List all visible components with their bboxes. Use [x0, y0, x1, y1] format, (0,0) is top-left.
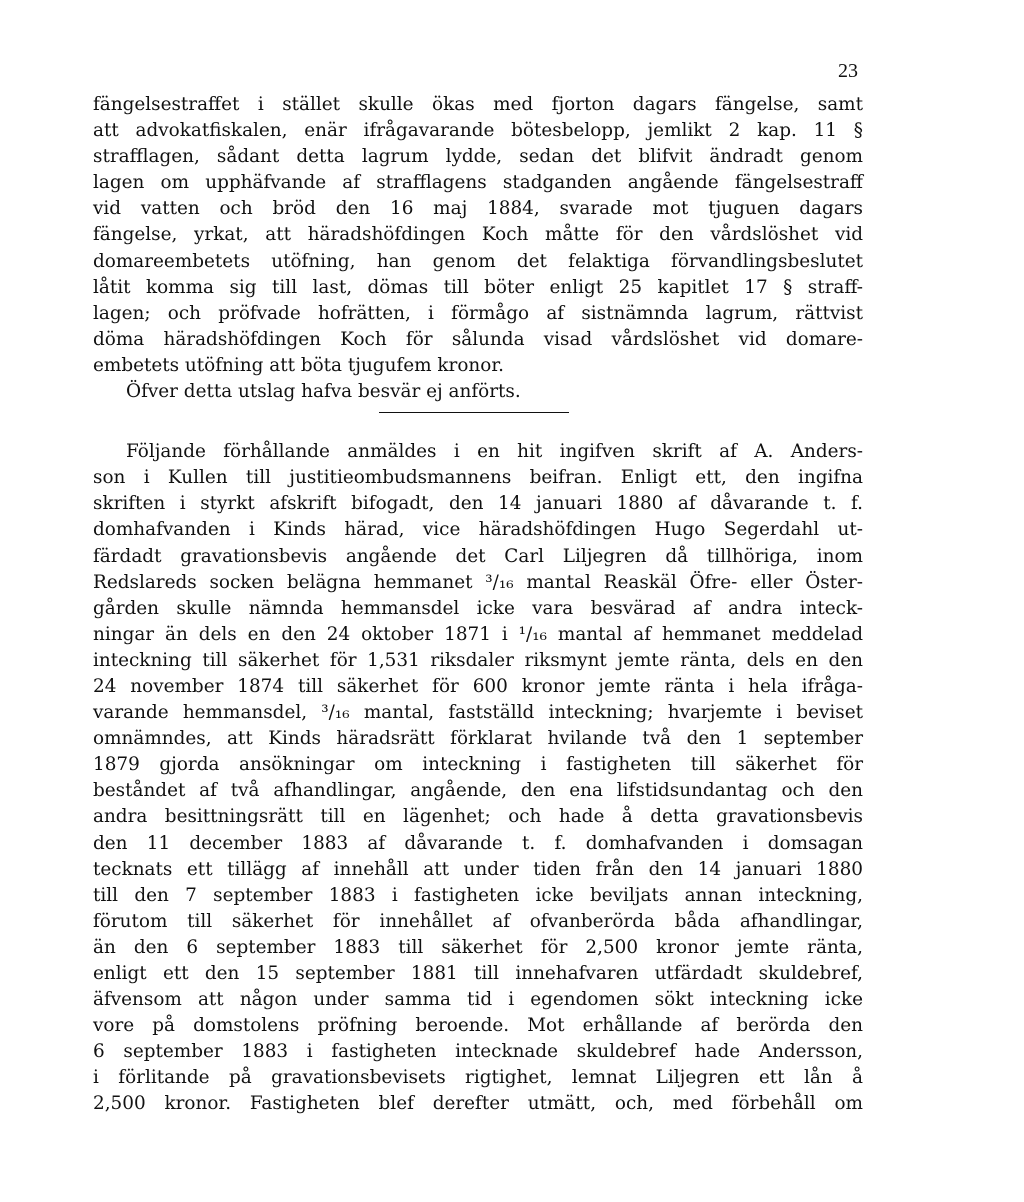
- text-line: gården skulle nämnda hemmansdel icke vara besvärad af andra inteck-: [93, 597, 863, 619]
- text-line: döma häradshöfdingen Koch för sålunda visad vårdslöshet vid domare-: [93, 328, 863, 350]
- page-number: 23: [838, 60, 858, 82]
- text-line: fängelse, yrkat, att häradshöfdingen Koch måtte för den vårdslöshet vid: [93, 224, 863, 246]
- text-line: lagen; och pröfvade hofrätten, i förmågo af sistnämnda lagrum, rättvist: [93, 302, 863, 324]
- text-line: tecknats ett tillägg af innehåll att under tiden från den 14 januari 1880: [93, 858, 863, 880]
- body-text: [93, 92, 863, 1118]
- text-line: 6 september 1883 i fastigheten intecknade skuldebref hade Andersson,: [93, 1041, 863, 1063]
- text-line: son i Kullen till justitieombudsmannens beifran. Enligt ett, den ingifna: [93, 467, 863, 489]
- divider-rule: [379, 412, 569, 413]
- section-divider: [93, 405, 863, 439]
- text-line: äfvensom att någon under samma tid i egendomen sökt inteckning icke: [93, 989, 863, 1011]
- text-line: domhafvanden i Kinds härad, vice häradshöfdingen Hugo Segerdahl ut-: [93, 519, 863, 541]
- text-line: skriften i styrkt afskrift bifogadt, den 14 januari 1880 af dåvarande t. f.: [93, 493, 863, 515]
- text-line: vid vatten och bröd den 16 maj 1884, svarade mot tjuguen dagars: [93, 198, 863, 220]
- text-line: 2,500 kronor. Fastigheten blef derefter utmätt, och, med förbehåll om: [93, 1093, 863, 1115]
- text-line: 24 november 1874 till säkerhet för 600 kronor jemte ränta i hela ifråga-: [93, 675, 863, 697]
- text-line: att advokatfiskalen, enär ifrågavarande bötesbelopp, jemlikt 2 kap. 11 §: [93, 120, 863, 142]
- text-line: färdadt gravationsbevis angående det Carl Liljegren då tillhöriga, inom: [93, 545, 863, 567]
- text-line: vore på domstolens pröfning beroende. Mot erhållande af berörda den: [93, 1015, 863, 1037]
- text-line: till den 7 september 1883 i fastigheten icke beviljats annan inteckning,: [93, 884, 863, 906]
- text-line: lagen om upphäfvande af strafflagens stadganden angående fängelsestraff: [93, 172, 863, 194]
- text-line: beståndet af två afhandlingar, angående, den ena lifstidsundantag och den: [93, 780, 863, 802]
- text-line: omnämndes, att Kinds häradsrätt förklarat hvilande två den 1 september: [93, 728, 863, 750]
- text-line: förutom till säkerhet för innehållet af ofvanberörda båda afhandlingar,: [93, 910, 863, 932]
- text-line: den 11 december 1883 af dåvarande t. f. domhafvanden i domsagan: [93, 832, 863, 854]
- text-line: domareembetets utöfning, han genom det felaktiga förvandlingsbeslutet: [93, 250, 863, 272]
- text-line: andra besittningsrätt till en lägenhet; och hade å detta gravationsbevis: [93, 806, 863, 828]
- text-line: Följande förhållande anmäldes i en hit ingifven skrift af A. Anders-: [126, 441, 863, 463]
- text-line: 1879 gjorda ansökningar om inteckning i fastigheten till säkerhet för: [93, 754, 863, 776]
- text-line: embetets utöfning att böta tjugufem kronor.: [93, 354, 504, 376]
- text-line: inteckning till säkerhet för 1,531 riksdaler riksmynt jemte ränta, dels en den: [93, 649, 863, 671]
- text-line: enligt ett den 15 september 1881 till innehafvaren utfärdadt skuldebref,: [93, 963, 863, 984]
- text-line: Redslareds socken belägna hemmanet ³/₁₆ mantal Reaskäl Öfre- eller Öster-: [93, 571, 863, 593]
- text-line: än den 6 september 1883 till säkerhet för 2,500 kronor jemte ränta,: [93, 936, 863, 958]
- text-line: fängelsestraffet i stället skulle ökas med fjorton dagars fängelse, samt: [93, 94, 863, 115]
- text-line: i förlitande på gravationsbevisets rigtighet, lemnat Liljegren ett lån å: [93, 1067, 863, 1089]
- text-line: låtit komma sig till last, dömas till böter enligt 25 kapitlet 17 § straff-: [93, 276, 863, 298]
- text-line: ningar än dels en den 24 oktober 1871 i ¹/₁₆ mantal af hemmanet meddelad: [93, 623, 863, 645]
- text-line: varande hemmansdel, ³/₁₆ mantal, fastställd inteckning; hvarjemte i beviset: [93, 702, 863, 724]
- text-line: strafflagen, sådant detta lagrum lydde, sedan det blifvit ändradt genom: [93, 146, 863, 168]
- text-line: Öfver detta utslag hafva besvär ej anförts.: [126, 381, 521, 403]
